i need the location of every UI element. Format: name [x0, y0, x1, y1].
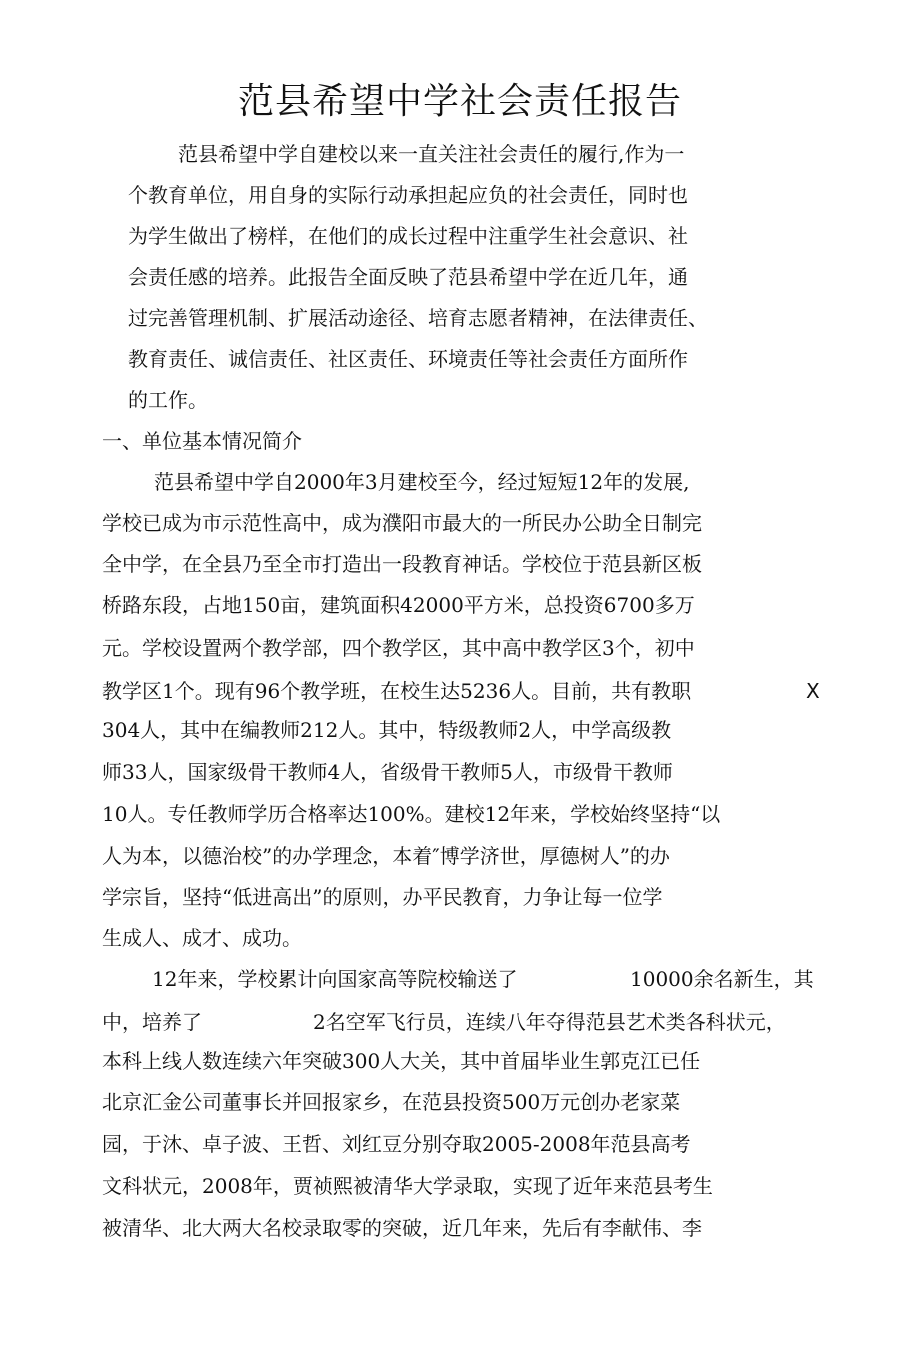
- body-line: 教学区1个。现有96个教学班，在校生达5236人。目前，共有教职: [102, 679, 692, 703]
- body-line: 师33人，国家级骨干教师4人，省级骨干教师5人，市级骨干教师: [102, 760, 673, 784]
- body-line: 被清华、北大两大名校录取零的突破，近几年来，先后有李献伟、李: [102, 1216, 702, 1240]
- body-line: 桥路东段，占地150亩，建筑面积42000平方米，总投资6700多万: [102, 593, 695, 617]
- body-line: 本科上线人数连续六年突破300人大关，其中首届毕业生郭克江已任: [102, 1049, 701, 1073]
- body-line: 10000余名新生，其: [630, 967, 814, 991]
- intro-line: 的工作。: [128, 388, 208, 412]
- body-line: 人为本，以德治校”的办学理念，本着″博学济世，厚德树人”的办: [102, 844, 670, 868]
- stray-mark: X: [806, 679, 820, 703]
- body-line: 学宗旨，坚持“低进高出”的原则，办平民教育，力争让每一位学: [102, 885, 663, 909]
- body-line: 全中学，在全县乃至全市打造出一段教育神话。学校位于范县新区板: [102, 552, 702, 576]
- body-line: 学校已成为市示范性高中，成为濮阳市最大的一所民办公助全日制完: [102, 511, 702, 535]
- intro-line: 教育责任、诚信责任、社区责任、环境责任等社会责任方面所作: [128, 347, 688, 371]
- body-line: 10人。专任教师学历合格率达100%。建校12年来，学校始终坚持“以: [102, 802, 721, 826]
- body-line: 生成人、成才、成功。: [102, 926, 302, 950]
- intro-line: 个教育单位，用自身的实际行动承担起应负的社会责任，同时也: [128, 183, 688, 207]
- body-line: 12年来，学校累计向国家高等院校输送了: [152, 967, 518, 991]
- body-line: 园，于沐、卓子波、王哲、刘红豆分别夺取2005-2008年范县高考: [102, 1132, 691, 1156]
- body-line: 范县希望中学自2000年3月建校至今，经过短短12年的发展,: [154, 470, 690, 494]
- intro-line: 为学生做出了榜样，在他们的成长过程中注重学生社会意识、社: [128, 224, 688, 248]
- intro-line: 会责任感的培养。此报告全面反映了范县希望中学在近几年，通: [128, 265, 688, 289]
- page-title: 范县希望中学社会责任报告: [237, 81, 682, 122]
- body-line: 2名空军飞行员，连续八年夺得范县艺术类各科状元，: [313, 1010, 786, 1034]
- body-line: 304人，其中在编教师212人。其中，特级教师2人，中学高级教: [102, 718, 672, 742]
- body-line: 中，培养了: [102, 1010, 202, 1034]
- intro-line: 范县希望中学自建校以来一直关注社会责任的履行,作为一: [178, 142, 685, 166]
- section-heading: 一、单位基本情况简介: [102, 429, 302, 453]
- body-line: 北京汇金公司董事长并回报家乡，在范县投资500万元创办老家菜: [102, 1090, 681, 1114]
- intro-line: 过完善管理机制、扩展活动途径、培育志愿者精神，在法律责任、: [128, 306, 708, 330]
- body-line: 文科状元，2008年，贾祯熙被清华大学录取，实现了近年来范县考生: [102, 1174, 713, 1198]
- body-line: 元。学校设置两个教学部，四个教学区，其中高中教学区3个，初中: [102, 636, 695, 660]
